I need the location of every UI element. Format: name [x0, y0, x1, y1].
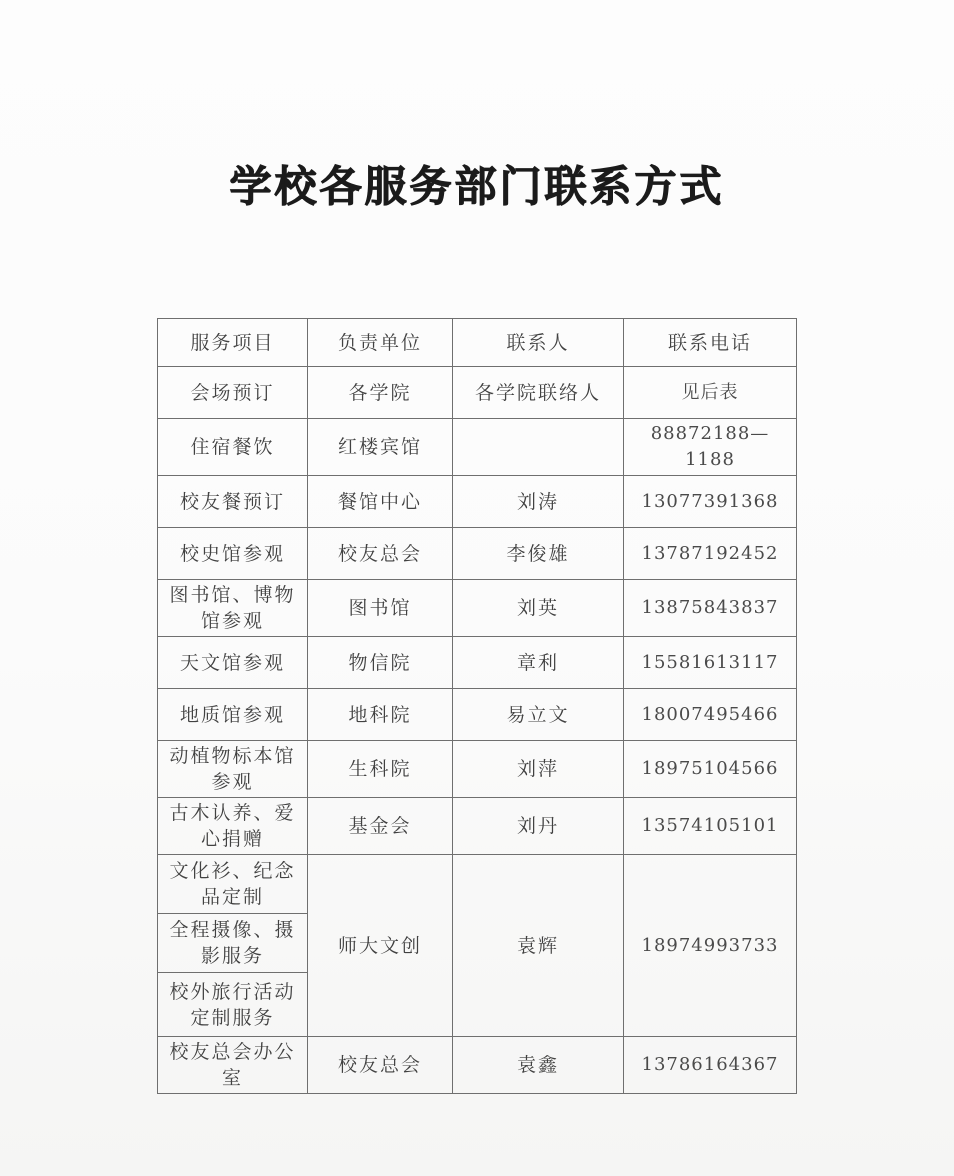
table-row [158, 476, 797, 528]
cell-contact: 刘英 [453, 580, 624, 637]
cell-unit-merged: 师大文创 [308, 855, 453, 1037]
cell-service: 校外旅行活动定制服务 [158, 973, 308, 1037]
cell-unit: 各学院 [308, 367, 453, 419]
cell-unit: 红楼宾馆 [308, 419, 453, 476]
cell-unit: 物信院 [308, 637, 453, 689]
cell-service: 会场预订 [158, 367, 308, 419]
cell-phone: 13786164367 [624, 1037, 797, 1094]
cell-phone: 13875843837 [624, 580, 797, 637]
table-row [158, 855, 797, 914]
cell-unit: 基金会 [308, 798, 453, 855]
cell-service: 动植物标本馆参观 [158, 741, 308, 798]
cell-phone: 13787192452 [624, 528, 797, 580]
cell-contact [453, 419, 624, 476]
col-header-phone: 联系电话 [624, 319, 797, 367]
cell-contact: 袁鑫 [453, 1037, 624, 1094]
cell-unit: 生科院 [308, 741, 453, 798]
cell-phone: 88872188—1188 [624, 419, 797, 476]
contact-table [157, 318, 797, 1094]
table-row [158, 419, 797, 476]
table-row [158, 580, 797, 637]
cell-service: 校史馆参观 [158, 528, 308, 580]
cell-contact: 刘萍 [453, 741, 624, 798]
cell-service: 全程摄像、摄影服务 [158, 914, 308, 973]
cell-contact: 各学院联络人 [453, 367, 624, 419]
cell-service: 古木认养、爱心捐赠 [158, 798, 308, 855]
table-row [158, 637, 797, 689]
col-header-contact: 联系人 [453, 319, 624, 367]
cell-phone: 见后表 [624, 367, 797, 419]
cell-service: 文化衫、纪念品定制 [158, 855, 308, 914]
cell-phone: 13574105101 [624, 798, 797, 855]
cell-service: 校友总会办公室 [158, 1037, 308, 1094]
cell-phone: 13077391368 [624, 476, 797, 528]
cell-phone: 18007495466 [624, 689, 797, 741]
table-row [158, 798, 797, 855]
table-row [158, 689, 797, 741]
cell-contact: 李俊雄 [453, 528, 624, 580]
cell-service: 住宿餐饮 [158, 419, 308, 476]
col-header-unit: 负责单位 [308, 319, 453, 367]
cell-contact: 刘丹 [453, 798, 624, 855]
cell-unit: 餐馆中心 [308, 476, 453, 528]
cell-service: 地质馆参观 [158, 689, 308, 741]
cell-unit: 校友总会 [308, 1037, 453, 1094]
table-row [158, 528, 797, 580]
cell-service: 校友餐预订 [158, 476, 308, 528]
col-header-service: 服务项目 [158, 319, 308, 367]
cell-phone: 18975104566 [624, 741, 797, 798]
cell-contact: 刘涛 [453, 476, 624, 528]
cell-phone: 15581613117 [624, 637, 797, 689]
cell-phone-merged: 18974993733 [624, 855, 797, 1037]
cell-service: 图书馆、博物馆参观 [158, 580, 308, 637]
cell-unit: 校友总会 [308, 528, 453, 580]
cell-contact: 易立文 [453, 689, 624, 741]
table-row [158, 367, 797, 419]
table-row [158, 1037, 797, 1094]
cell-contact-merged: 袁辉 [453, 855, 624, 1037]
table-header-row [158, 319, 797, 367]
document-title: 学校各服务部门联系方式 [229, 163, 725, 210]
cell-unit: 图书馆 [308, 580, 453, 637]
table-row [158, 741, 797, 798]
cell-contact: 章利 [453, 637, 624, 689]
cell-unit: 地科院 [308, 689, 453, 741]
cell-service: 天文馆参观 [158, 637, 308, 689]
